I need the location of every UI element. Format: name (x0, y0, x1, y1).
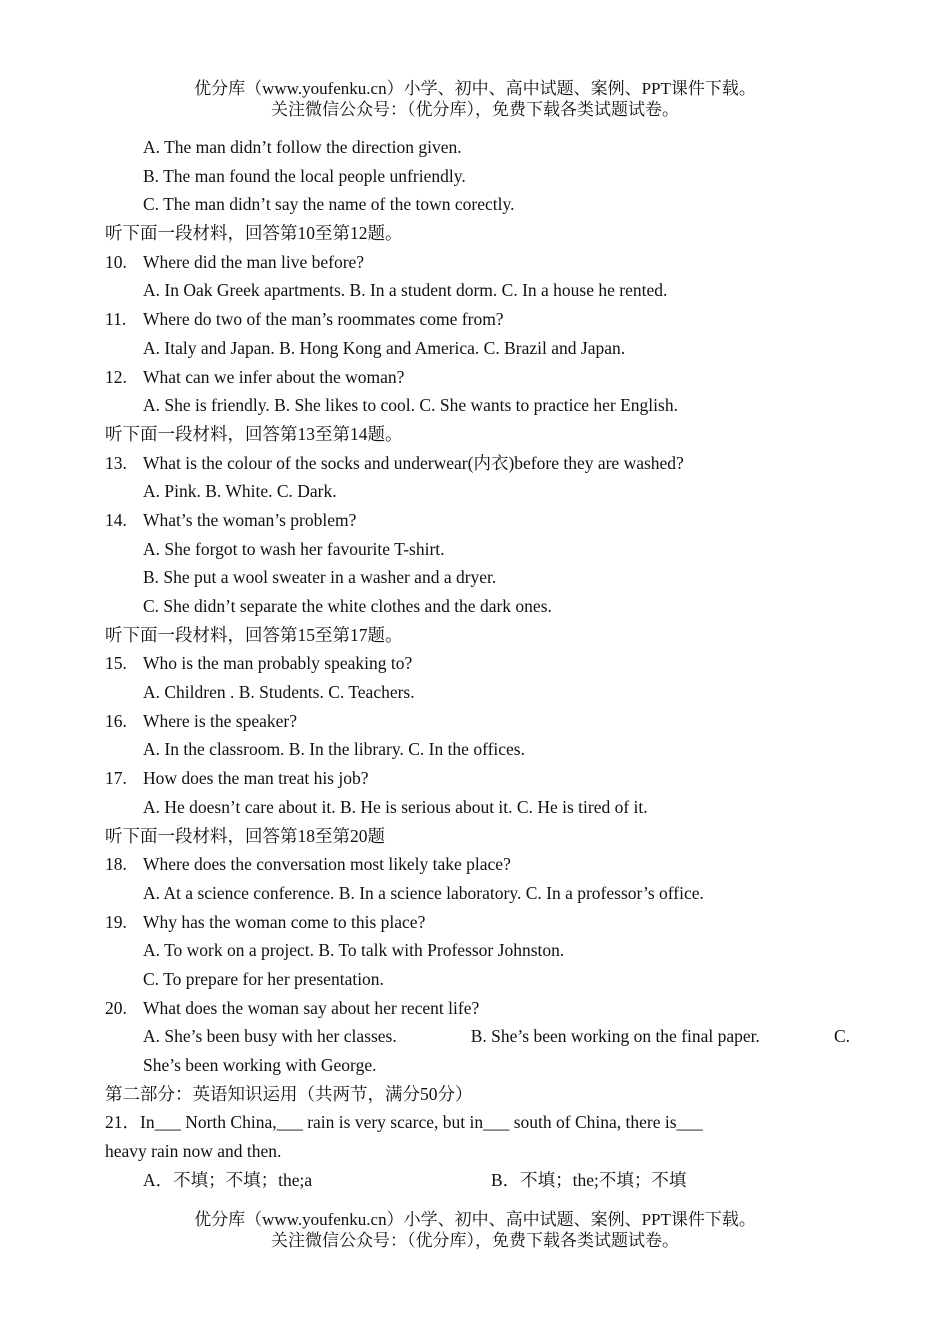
question-12 (105, 363, 850, 392)
q9-option-c: C. The man didn’t say the name of the town corectly. (143, 194, 515, 215)
question-14-option-c: C. She didn’t separate the white clothes and the dark ones. (143, 596, 552, 616)
question-text: What can we infer about the woman? (143, 366, 405, 387)
question-13-options: A. Pink. B. White. C. Dark. (143, 481, 337, 502)
question-text: Where does the conversation most likely take place? (143, 854, 511, 875)
question-17-options: A. He doesn’t care about it. B. He is serious about it. C. He is tired of it. (143, 796, 648, 817)
footer-line-2: 关注微信公众号：（优分库），免费下载各类试题试卷。 (271, 1231, 679, 1250)
question-11 (105, 305, 850, 334)
q9-option-a: A. The man didn’t follow the direction given. (143, 137, 462, 157)
question-number: 17. (105, 768, 127, 789)
question-number: 15. (105, 653, 127, 674)
question-17 (105, 764, 850, 793)
section-instruction-15-17: 听下面一段材料，回答第15至第17题。 (105, 624, 403, 645)
question-number: 18. (105, 854, 127, 875)
question-text: How does the man treat his job? (143, 768, 369, 789)
question-20-options (105, 1022, 850, 1079)
question-18-options: A. At a science conference. B. In a science laboratory. C. In a professor’s office. (143, 882, 704, 903)
question-text: What is the colour of the socks and underwear(内衣)before they are washed? (143, 452, 684, 473)
question-text: Where is the speaker? (143, 710, 298, 731)
question-20-option-c-label: C. (833, 1026, 850, 1047)
question-21-options (105, 1166, 850, 1195)
question-14-option-a: A. She forgot to wash her favourite T-shirt. (143, 538, 445, 559)
question-text: What does the woman say about her recent life? (143, 997, 480, 1018)
question-number: 12. (105, 366, 127, 387)
question-21-line-1: 21．In___ North China,___ rain is very scarce, but in___ south of China, there is___ (105, 1112, 703, 1133)
question-number: 19. (105, 911, 127, 932)
question-21-line-2: heavy rain now and then. (105, 1141, 282, 1162)
question-18 (105, 850, 850, 879)
question-text: Where did the man live before? (143, 251, 365, 272)
question-13 (105, 449, 850, 478)
exam-content (105, 133, 850, 1194)
footer-banner (0, 1209, 950, 1251)
question-15 (105, 649, 850, 678)
q9-option-b: B. The man found the local people unfriendly. (143, 165, 466, 186)
question-text: What’s the woman’s problem? (143, 509, 357, 530)
question-21-option-b: B．不填；the;不填；不填 (491, 1169, 687, 1190)
header-line-1: 优分库（www.youfenku.cn）小学、初中、高中试题、案例、PPT课件下载。 (194, 79, 756, 98)
question-20 (105, 994, 850, 1023)
header-banner (0, 78, 950, 120)
question-number: 11. (105, 309, 127, 330)
question-14-option-b: B. She put a wool sweater in a washer and a dryer. (143, 567, 497, 588)
section-instruction-18-20: 听下面一段材料，回答第18至第20题 (105, 825, 385, 846)
footer-line-1: 优分库（www.youfenku.cn）小学、初中、高中试题、案例、PPT课件下载。 (194, 1210, 756, 1229)
question-number: 10. (105, 251, 127, 272)
question-10-options: A. In Oak Greek apartments. B. In a student dorm. C. In a house he rented. (143, 280, 668, 301)
question-number: 20. (105, 997, 127, 1018)
question-14 (105, 506, 850, 535)
question-11-options: A. Italy and Japan. B. Hong Kong and America. C. Brazil and Japan. (143, 337, 626, 358)
question-20-option-c-text: She’s been working with George. (143, 1055, 377, 1075)
question-text: Why has the woman come to this place? (143, 911, 426, 932)
question-16 (105, 707, 850, 736)
part-2-title: 第二部分：英语知识运用（共两节，满分50分） (105, 1083, 473, 1104)
question-10 (105, 248, 850, 277)
question-text: Who is the man probably speaking to? (143, 653, 413, 674)
section-instruction-13-14: 听下面一段材料，回答第13至第14题。 (105, 423, 403, 444)
question-16-options: A. In the classroom. B. In the library. C. In the offices. (143, 739, 525, 760)
question-15-options: A. Children . B. Students. C. Teachers. (143, 682, 415, 703)
question-number: 13. (105, 452, 127, 473)
section-instruction-10-12: 听下面一段材料，回答第10至第12题。 (105, 223, 403, 244)
question-text: Where do two of the man’s roommates come from? (143, 309, 504, 330)
question-20-option-b: B. She’s been working on the final paper. (470, 1026, 760, 1047)
question-number: 16. (105, 710, 127, 731)
question-19-option-c: C. To prepare for her presentation. (143, 968, 384, 989)
question-19-options-ab: A. To work on a project. B. To talk with Professor Johnston. (143, 940, 565, 961)
question-12-options: A. She is friendly. B. She likes to cool. C. She wants to practice her English. (143, 395, 678, 416)
question-19 (105, 908, 850, 937)
question-number: 14. (105, 509, 127, 530)
question-20-option-a: A. She’s been busy with her classes. (143, 1026, 397, 1047)
question-20-options-row (143, 1022, 850, 1051)
header-line-2: 关注微信公众号：（优分库），免费下载各类试题试卷。 (271, 100, 679, 119)
question-21-option-a: A．不填；不填；the;a (143, 1169, 313, 1190)
